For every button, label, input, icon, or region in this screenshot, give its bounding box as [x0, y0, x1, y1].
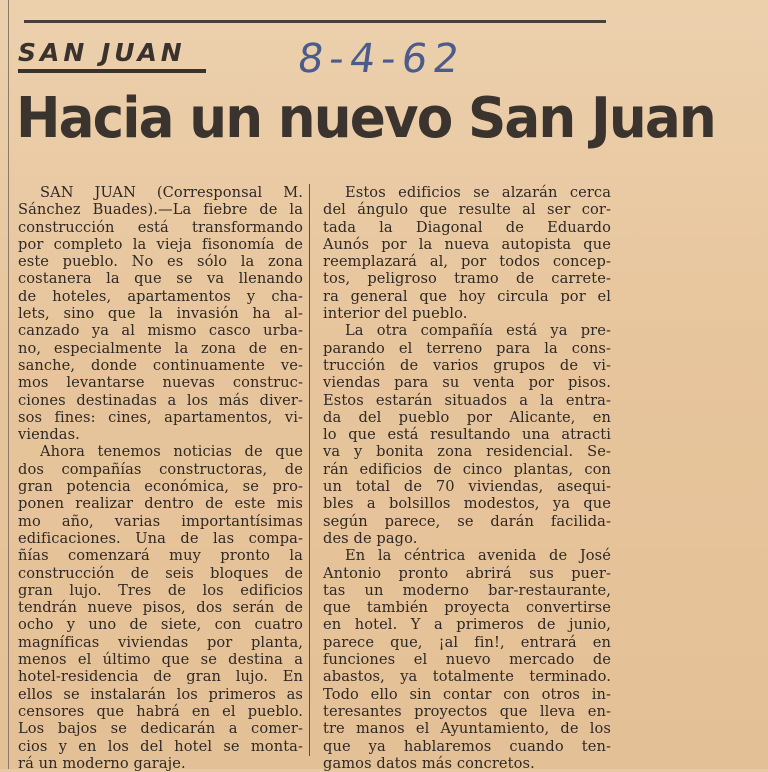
article-line: construcción está transformando — [18, 218, 303, 236]
article-line: ellos se instalarán los primeros as — [18, 685, 303, 703]
article-line: bles a bolsillos modestos, ya que — [323, 495, 611, 513]
handwritten-date: 8-4-62 — [294, 36, 468, 82]
article-line: un total de 70 viviendas, asequi- — [323, 478, 611, 496]
article-line: menos el último que se destina a — [18, 651, 303, 669]
article-line: Los bajos se dedicarán a comer- — [18, 720, 303, 738]
article-line: según parece, se darán facilida- — [323, 512, 611, 530]
article-line: que también proyecta convertirse — [323, 599, 611, 617]
article-line: da del pueblo por Alicante, en — [323, 408, 611, 426]
article-line: ñías comenzará muy pronto la — [18, 547, 303, 565]
article-line: que ya hablaremos cuando ten- — [323, 737, 611, 755]
article-line: En la céntrica avenida de José — [345, 547, 611, 565]
top-rule — [24, 20, 606, 23]
section-label: SAN JUAN — [18, 38, 186, 67]
article-line: dos compañías constructoras, de — [18, 460, 303, 478]
article-line: gran lujo. Tres de los edificios — [18, 581, 303, 599]
article-line: sanche, donde continuamente ve- — [18, 356, 303, 374]
article-line: SAN JUAN (Corresponsal M. — [40, 184, 303, 201]
article-line: en hotel. Y a primeros de junio, — [323, 616, 611, 634]
article-line: canzado ya al mismo casco urba- — [18, 322, 303, 340]
article-line: Antonio pronto abrirá sus puer- — [323, 564, 611, 582]
article-line: tada la Diagonal de Eduardo — [323, 218, 611, 236]
article-line: trucción de varios grupos de vi- — [323, 356, 611, 374]
article-line: parece que, ¡al fin!, entrará en — [323, 633, 611, 651]
article-line: ocho y uno de siete, con cuatro — [18, 616, 303, 634]
column-rule — [309, 184, 310, 756]
article-line: sos fines: cines, apartamentos, vi- — [18, 408, 303, 426]
article-line: tre manos el Ayuntamiento, de los — [323, 720, 611, 738]
article-line: cios y en los del hotel se monta- — [18, 737, 303, 755]
article-line: este pueblo. No es sólo la zona — [18, 253, 303, 271]
article-line: Estos edificios se alzarán cerca — [345, 184, 611, 201]
article-line: abastos, ya totalmente terminado. — [323, 668, 611, 686]
article-line: interior del pueblo. — [323, 305, 468, 323]
article-line: funciones el nuevo mercado de — [323, 651, 611, 669]
article-line: no, especialmente la zona de en- — [18, 339, 303, 357]
article-line: reemplazará al, por todos concep- — [323, 253, 611, 271]
article-line: Sánchez Buades).—La fiebre de la — [18, 201, 303, 219]
article-line: gran potencia económica, se pro- — [18, 478, 303, 496]
headline: Hacia un nuevo San Juan — [16, 86, 715, 151]
article-line: ra general que hoy circula por el — [323, 287, 611, 305]
article-line: viendas. — [18, 426, 80, 444]
article-line: Ahora tenemos noticias de que — [40, 443, 303, 461]
article-line: viendas para su venta por pisos. — [323, 374, 611, 392]
article-line: Todo ello sin contar con otros in- — [323, 685, 611, 703]
article-line: magníficas viviendas por planta, — [18, 633, 303, 651]
article-line: rán edificios de cinco plantas, con — [323, 460, 611, 478]
article-line: tos, peligroso tramo de carrete- — [323, 270, 611, 288]
article-line: lets, sino que la invasión ha al- — [18, 305, 303, 323]
article-line: edificaciones. Una de las compa- — [18, 529, 303, 547]
article-line: parando el terreno para la cons- — [323, 339, 611, 357]
article-line: construcción de seis bloques de — [18, 564, 303, 582]
article-column-left — [18, 184, 303, 772]
article-line: Estos estarán situados a la entra- — [323, 391, 611, 409]
article-line: costanera la que se va llenando — [18, 270, 303, 288]
article-line: tas un moderno bar-restaurante, — [323, 581, 611, 599]
article-line: por completo la vieja fisonomía de — [18, 235, 303, 253]
article-line: va y bonita zona residencial. Se- — [323, 443, 611, 461]
clipping-left-edge — [8, 0, 9, 769]
article-line: rá un moderno garaje. — [18, 754, 186, 772]
article-line: mos levantarse nuevas construc- — [18, 374, 303, 392]
article-line: mo año, varias importantísimas — [18, 512, 303, 530]
section-underline — [18, 69, 206, 73]
article-line: gamos datos más concretos. — [323, 754, 535, 772]
article-line: Aunós por la nueva autopista que — [323, 235, 611, 253]
article-line: del ángulo que resulte al ser cor- — [323, 201, 611, 219]
article-line: ponen realizar dentro de este mis — [18, 495, 303, 513]
article-line: tendrán nueve pisos, dos serán de — [18, 599, 303, 617]
article-line: lo que está resultando una atracti — [323, 426, 611, 444]
article-line: des de pago. — [323, 529, 418, 547]
article-line: hotel-residencia de gran lujo. En — [18, 668, 303, 686]
article-line: teresantes proyectos que lleva en- — [323, 702, 611, 720]
article-line: de hoteles, apartamentos y cha- — [18, 287, 303, 305]
article-column-right — [323, 184, 611, 772]
article-line: La otra compañía está ya pre- — [345, 322, 611, 340]
article-line: censores que habrá en el pueblo. — [18, 702, 303, 720]
article-line: ciones destinadas a los más diver- — [18, 391, 303, 409]
